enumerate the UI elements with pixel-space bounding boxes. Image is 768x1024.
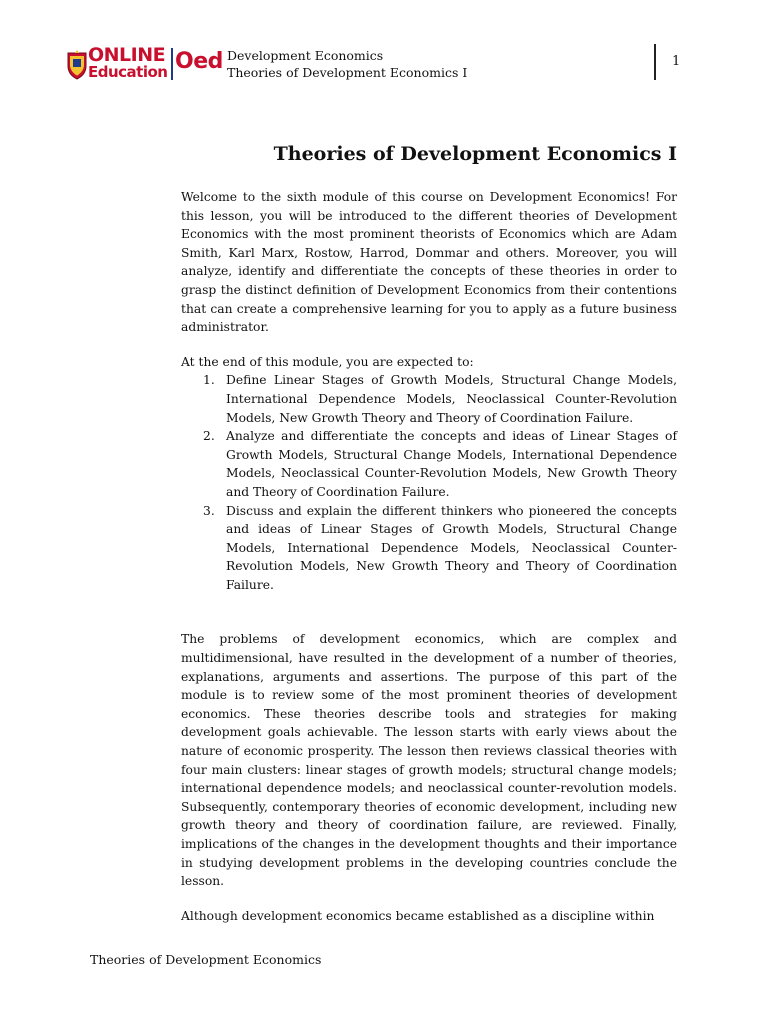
- header-divider: [654, 44, 656, 80]
- page-content: [181, 142, 677, 925]
- page-title: Theories of Development Economics I: [273, 143, 677, 165]
- page-header: [66, 44, 706, 84]
- objectives-intro: At the end of this module, you are expected to:: [181, 354, 474, 369]
- logo-oed-text: Oed: [175, 49, 223, 74]
- objective-item: [181, 427, 677, 501]
- page-footer: Theories of Development Economics: [90, 952, 322, 967]
- objective-text: Discuss and explain the different thinkers who pioneered the concepts and ideas of Linear Stages of Growth Models, Structural Change Models, International Dependence Models, Neoclassical Counter-Revolution Models, New Growth Theory and Theory of Coordination Failure.: [226, 503, 677, 592]
- header-course: Development Economics: [227, 48, 384, 63]
- objective-number: 2.: [203, 429, 215, 444]
- logo-divider: [171, 48, 173, 80]
- objective-item: [181, 502, 677, 595]
- page-number: 1: [672, 54, 681, 69]
- logo-education-text: Education: [88, 63, 168, 81]
- objective-text: Analyze and differentiate the concepts and ideas of Linear Stages of Growth Models, Structural Change Models, International Dependence Models, Neoclassical Counter-Revolution Models, New Growth Theory and Theory of Coordination Failure.: [226, 429, 677, 499]
- objective-text: Define Linear Stages of Growth Models, Structural Change Models, International Dependence Models, Neoclassical Counter-Revolution Models, New Growth Theory and Theory of Coordination Failure.: [226, 373, 677, 425]
- header-module: Theories of Development Economics I: [227, 65, 468, 80]
- body-paragraph: The problems of development economics, which are complex and multidimensional, have resulted in the development of a number of theories, explanations, arguments and assertions. The purpose of this part of the module is to review some of the most prominent theories of development economics. These theories describe tools and strategies for making development goals achievable. The lesson starts with early views about the nature of economic prosperity. The lesson then reviews classical theories with four main clusters: linear stages of growth models; structural change models; international dependence models; and neoclassical counter-revolution models. Subsequently, contemporary theories of economic development, including new growth theory and theory of coordination failure, are reviewed. Finally, implications of the changes in the development thoughts and their importance in studying development problems in the developing countries conclude the lesson.: [181, 632, 677, 889]
- logo-online-text: ONLINE: [88, 44, 166, 66]
- header-titles: [227, 47, 467, 81]
- objective-number: 1.: [203, 373, 215, 388]
- objectives-list: [181, 371, 677, 594]
- intro-paragraph: Welcome to the sixth module of this course on Development Economics! For this lesson, you will be introduced to the different theories of Development Economics with the most prominent theorists of Economics which are Adam Smith, Karl Marx, Rostow, Harrod, Dommar and others. Moreover, you will analyze, identify and differentiate the concepts of these theories in order to grasp the distinct definition of Development Economics from their contentions that can create a comprehensive learning for you to apply as a future business administrator.: [181, 190, 677, 335]
- objective-number: 3.: [203, 503, 215, 518]
- objective-item: [181, 371, 677, 427]
- continued-paragraph: Although development economics became established as a discipline within: [181, 908, 655, 923]
- shield-icon: [66, 50, 88, 80]
- online-education-logo: [66, 44, 223, 84]
